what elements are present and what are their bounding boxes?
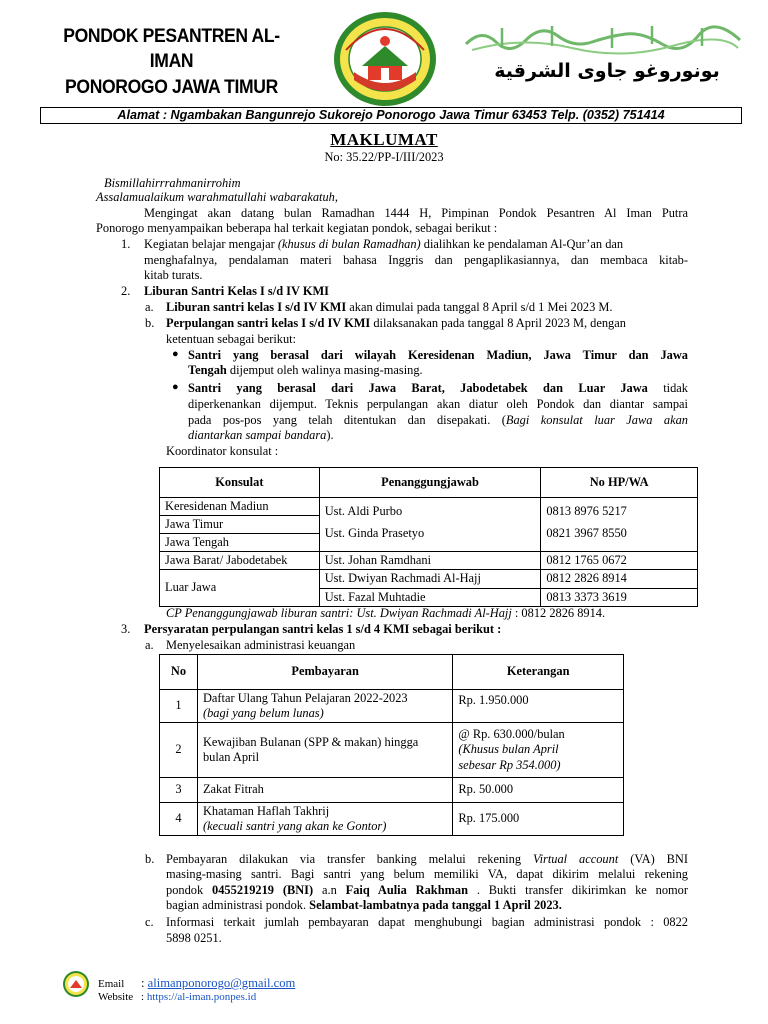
school-name-line1: PONDOK PESANTREN AL-IMAN bbox=[63, 25, 280, 73]
cell-ket bbox=[453, 723, 624, 778]
cell-no: 2 bbox=[160, 723, 198, 778]
item3a-text: Menyelesaikan administrasi keuangan bbox=[166, 638, 356, 652]
item2-heading-text: Liburan Santri Kelas I s/d IV KMI bbox=[144, 284, 329, 298]
item2-heading bbox=[144, 284, 329, 299]
bullet2-l3i: Bagi konsulat luar Jawa akan bbox=[505, 413, 688, 427]
arabic-calligraphy bbox=[462, 22, 744, 56]
konsulat-header-row bbox=[160, 468, 698, 498]
logo-seal-icon bbox=[332, 10, 438, 108]
website-label: Website bbox=[98, 991, 134, 1003]
item3b-l4a: bagian administrasi pondok. bbox=[166, 898, 310, 912]
bullet2-l4i: diantarkan sampai bandara bbox=[188, 428, 327, 442]
item1-text: Kegiatan belajar mengajar bbox=[144, 237, 278, 251]
cell-konsulat: Luar Jawa bbox=[160, 570, 320, 607]
school-name bbox=[50, 24, 293, 100]
salam bbox=[96, 190, 338, 205]
item3b-l3c: a.n bbox=[313, 883, 346, 897]
cell-konsulat: Jawa Tengah bbox=[160, 534, 320, 552]
item1-line1 bbox=[144, 237, 688, 252]
cell-pj-group bbox=[319, 498, 541, 552]
item3c-line2: 5898 0251. bbox=[166, 931, 222, 945]
email-link[interactable]: alimanponorogo@gmail.com bbox=[147, 976, 296, 990]
col-pj: Penanggungjawab bbox=[319, 468, 541, 498]
col-konsulat: Konsulat bbox=[160, 468, 320, 498]
cell-ket: Rp. 50.000 bbox=[453, 778, 624, 803]
salam-text: Assalamualaikum warahmatullahi wabarakatuh, bbox=[96, 190, 338, 204]
konsulat-table bbox=[159, 467, 698, 607]
bullet2-line3 bbox=[188, 413, 688, 428]
item2b-label: b. bbox=[145, 316, 155, 330]
website-link[interactable]: https://al-iman.ponpes.id bbox=[146, 991, 257, 1003]
table-row bbox=[160, 690, 624, 723]
cell-ket-main: @ Rp. 630.000/bulan bbox=[458, 727, 565, 742]
basmalah-text: Bismillahirrrahmanirrohim bbox=[104, 176, 241, 190]
intro-line1: Mengingat akan datang bulan Ramadhan 1444 H, Pimpinan Pondok Pesantren Al Iman Putra bbox=[144, 206, 688, 220]
cell-konsulat: Keresidenan Madiun bbox=[160, 498, 320, 516]
address-bar: Alamat : Ngambakan Bangunrejo Sukorejo Ponorogo Jawa Timur 63453 Telp. (0352) 751414 bbox=[40, 107, 742, 124]
school-logo bbox=[332, 10, 438, 108]
item3b-line1 bbox=[166, 852, 688, 867]
payment-table bbox=[159, 654, 624, 836]
item2a-label: a. bbox=[145, 300, 154, 314]
cell-hp: 0813 8976 5217 bbox=[546, 504, 627, 518]
item3b-l1a: Pembayaran dilakukan via transfer banking melalui rekening bbox=[166, 852, 533, 866]
bullet1-bold: Santri yang berasal dari wilayah Keresidenan Madiun, Jawa Timur dan Jawa bbox=[188, 348, 688, 362]
item3a-label: a. bbox=[145, 638, 154, 652]
item1-line3: kitab turats. bbox=[144, 268, 203, 282]
cell-pembayaran bbox=[197, 690, 452, 723]
table-row bbox=[160, 498, 698, 516]
cell-pembayaran bbox=[197, 723, 452, 778]
cell-pj: Ust. Aldi Purbo bbox=[324, 504, 403, 518]
table-row bbox=[160, 723, 624, 778]
bullet2-line2: diperkenankan dijemput. Teknis perpulangan akan diatur oleh Pondok dan diantar sampai bbox=[188, 397, 688, 411]
logo-seal-icon bbox=[62, 970, 90, 998]
basmalah bbox=[104, 176, 241, 191]
bullet1-l2-bold: Tengah bbox=[188, 363, 227, 377]
cell-no: 1 bbox=[160, 690, 198, 723]
item1-number: 1. bbox=[121, 237, 131, 251]
col-no: No bbox=[160, 655, 198, 690]
cell-hp: 0813 3373 3619 bbox=[541, 589, 698, 607]
table-row bbox=[160, 570, 698, 589]
cell-pay-title: Kewajiban Bulanan (SPP & makan) hingga bbox=[202, 734, 419, 749]
bullet1-l2-rest: dijemput oleh walinya masing-masing. bbox=[226, 363, 423, 377]
calligraphy-icon bbox=[462, 22, 744, 56]
cell-pay-title: Khataman Haflah Takhrij bbox=[202, 803, 330, 818]
bullet-icon: ● bbox=[172, 381, 179, 393]
item2b-text bbox=[166, 316, 626, 331]
item3b-label: b. bbox=[145, 852, 155, 866]
cell-pay-sub: (kecuali santri yang akan ke Gontor) bbox=[202, 819, 387, 833]
item2a-bold: Liburan santri kelas I s/d IV KMI bbox=[166, 300, 347, 314]
cell-pj: Ust. Ginda Prasetyo bbox=[324, 526, 425, 540]
item3b-l1r: (VA) BNI bbox=[618, 852, 689, 866]
col-pembayaran: Pembayaran bbox=[197, 655, 452, 690]
cell-pj: Ust. Dwiyan Rachmadi Al-Hajj bbox=[319, 570, 541, 589]
website-row bbox=[141, 991, 256, 1004]
item3b-l3e: . Bukti transfer dikirimkan ke nomor bbox=[468, 883, 688, 897]
email-sep: : bbox=[141, 976, 148, 990]
cell-ket: Rp. 175.000 bbox=[453, 803, 624, 836]
cell-ket-sub2: sebesar Rp 354.000) bbox=[458, 757, 561, 772]
bullet2-bold: Santri yang berasal dari Jawa Barat, Jabodetabek dan Luar Jawa bbox=[188, 381, 648, 395]
item3-heading-text: Persyaratan perpulangan santri kelas 1 s/d 4 KMI sebagai berikut : bbox=[144, 622, 502, 636]
payment-header-row bbox=[160, 655, 624, 690]
cell-pj: Ust. Johan Ramdhani bbox=[319, 552, 541, 570]
item1-line2: menghafalnya, pendalaman materi bahasa Inggris dan pengaplikasiannya, dan membaca kitab- bbox=[144, 253, 688, 267]
arabic-location: بونوروغو جاوى الشرقية bbox=[494, 60, 720, 82]
item3b-l1i: Virtual account bbox=[532, 852, 619, 866]
item2b-rest: dilaksanakan pada tanggal 8 April 2023 M, dengan bbox=[370, 316, 626, 330]
item3b-l3a: pondok bbox=[166, 883, 213, 897]
doc-title: MAKLUMAT bbox=[330, 130, 438, 149]
intro-line2: Ponorogo menyampaikan beberapa hal terkait kegiatan pondok, sebagai berikut : bbox=[96, 221, 498, 235]
item3b-holder: Faiq Aulia Rakhman bbox=[345, 883, 468, 897]
cell-hp: 0821 3967 8550 bbox=[546, 526, 627, 540]
item3-number: 3. bbox=[121, 622, 131, 636]
cp-italic: CP Penanggungjawab liburan santri: Ust. Dwiyan Rachmadi Al-Hajj bbox=[166, 606, 512, 620]
col-keterangan: Keterangan bbox=[453, 655, 624, 690]
cell-konsulat: Jawa Timur bbox=[160, 516, 320, 534]
website-sep: : bbox=[141, 991, 147, 1003]
bullet2-rest: tidak bbox=[647, 381, 688, 395]
item1-italic: (khusus di bulan Ramadhan) bbox=[277, 237, 421, 251]
bullet1-line1 bbox=[188, 348, 688, 363]
koordinator-label: Koordinator konsulat : bbox=[166, 444, 279, 458]
cell-pay-sub: (bagi yang belum lunas) bbox=[202, 706, 324, 720]
cell-pay-sub: bulan April bbox=[202, 750, 260, 764]
cell-no: 4 bbox=[160, 803, 198, 836]
school-name-line2: PONOROGO JAWA TIMUR bbox=[65, 75, 278, 98]
cell-ket: Rp. 1.950.000 bbox=[453, 690, 624, 723]
cp-rest: : 0812 2826 8914. bbox=[511, 606, 606, 620]
cell-hp: 0812 1765 0672 bbox=[541, 552, 698, 570]
col-hp: No HP/WA bbox=[541, 468, 698, 498]
footer-logo bbox=[62, 970, 90, 998]
item3b-line4 bbox=[166, 898, 562, 913]
cell-ket-sub1: (Khusus bulan April bbox=[458, 742, 559, 757]
item2a-text bbox=[166, 300, 613, 315]
item2-number: 2. bbox=[121, 284, 131, 298]
bullet-icon: ● bbox=[172, 348, 179, 360]
item1-rest: dialihkan ke pendalaman Al-Qur’an dan bbox=[420, 237, 624, 251]
bullet2-l4r: ). bbox=[326, 428, 334, 442]
table-row bbox=[160, 552, 698, 570]
cell-pj: Ust. Fazal Muhtadie bbox=[319, 589, 541, 607]
item2a-rest: akan dimulai pada tanggal 8 April s/d 1 Mei 2023 M. bbox=[346, 300, 613, 314]
cell-pembayaran bbox=[197, 803, 452, 836]
cell-pay-title: Daftar Ulang Tahun Pelajaran 2022-2023 bbox=[202, 690, 408, 705]
table-row bbox=[160, 778, 624, 803]
item3b-deadline: Selambat-lambatnya pada tanggal 1 April 2023. bbox=[309, 898, 562, 912]
cell-pay-title: Zakat Fitrah bbox=[197, 778, 452, 803]
cell-no: 3 bbox=[160, 778, 198, 803]
email-label: Email bbox=[98, 978, 125, 990]
table-row bbox=[160, 803, 624, 836]
cell-konsulat: Jawa Barat/ Jabodetabek bbox=[160, 552, 320, 570]
item3b-line2: masing-masing santri. Bagi santri yang belum memiliki VA, dapat dikirim melalui rekening bbox=[166, 867, 688, 881]
bullet2-line1 bbox=[188, 381, 688, 396]
item2b-bold: Perpulangan santri kelas I s/d IV KMI bbox=[166, 316, 371, 330]
cp-note bbox=[166, 606, 605, 621]
bullet1-line2 bbox=[188, 363, 423, 378]
item3-heading bbox=[144, 622, 501, 637]
email-row bbox=[141, 976, 295, 991]
bullet2-line4 bbox=[188, 428, 334, 443]
bullet2-l3a: pada pos-pos yang telah ditentukan dan disepakati. ( bbox=[188, 413, 506, 427]
item3b-line3 bbox=[166, 883, 688, 898]
doc-number: No: 35.22/PP-I/III/2023 bbox=[324, 150, 444, 164]
item3c-label: c. bbox=[145, 915, 154, 929]
item2b-line2: ketentuan sebagai berikut: bbox=[166, 332, 297, 346]
item3b-account: 0455219219 (BNI) bbox=[212, 883, 314, 897]
cell-hp: 0812 2826 8914 bbox=[541, 570, 698, 589]
cell-hp-group bbox=[541, 498, 698, 552]
item3c-line1: Informasi terkait jumlah pembayaran dapat menghubungi bagian administrasi pondok : 0822 bbox=[166, 915, 688, 929]
